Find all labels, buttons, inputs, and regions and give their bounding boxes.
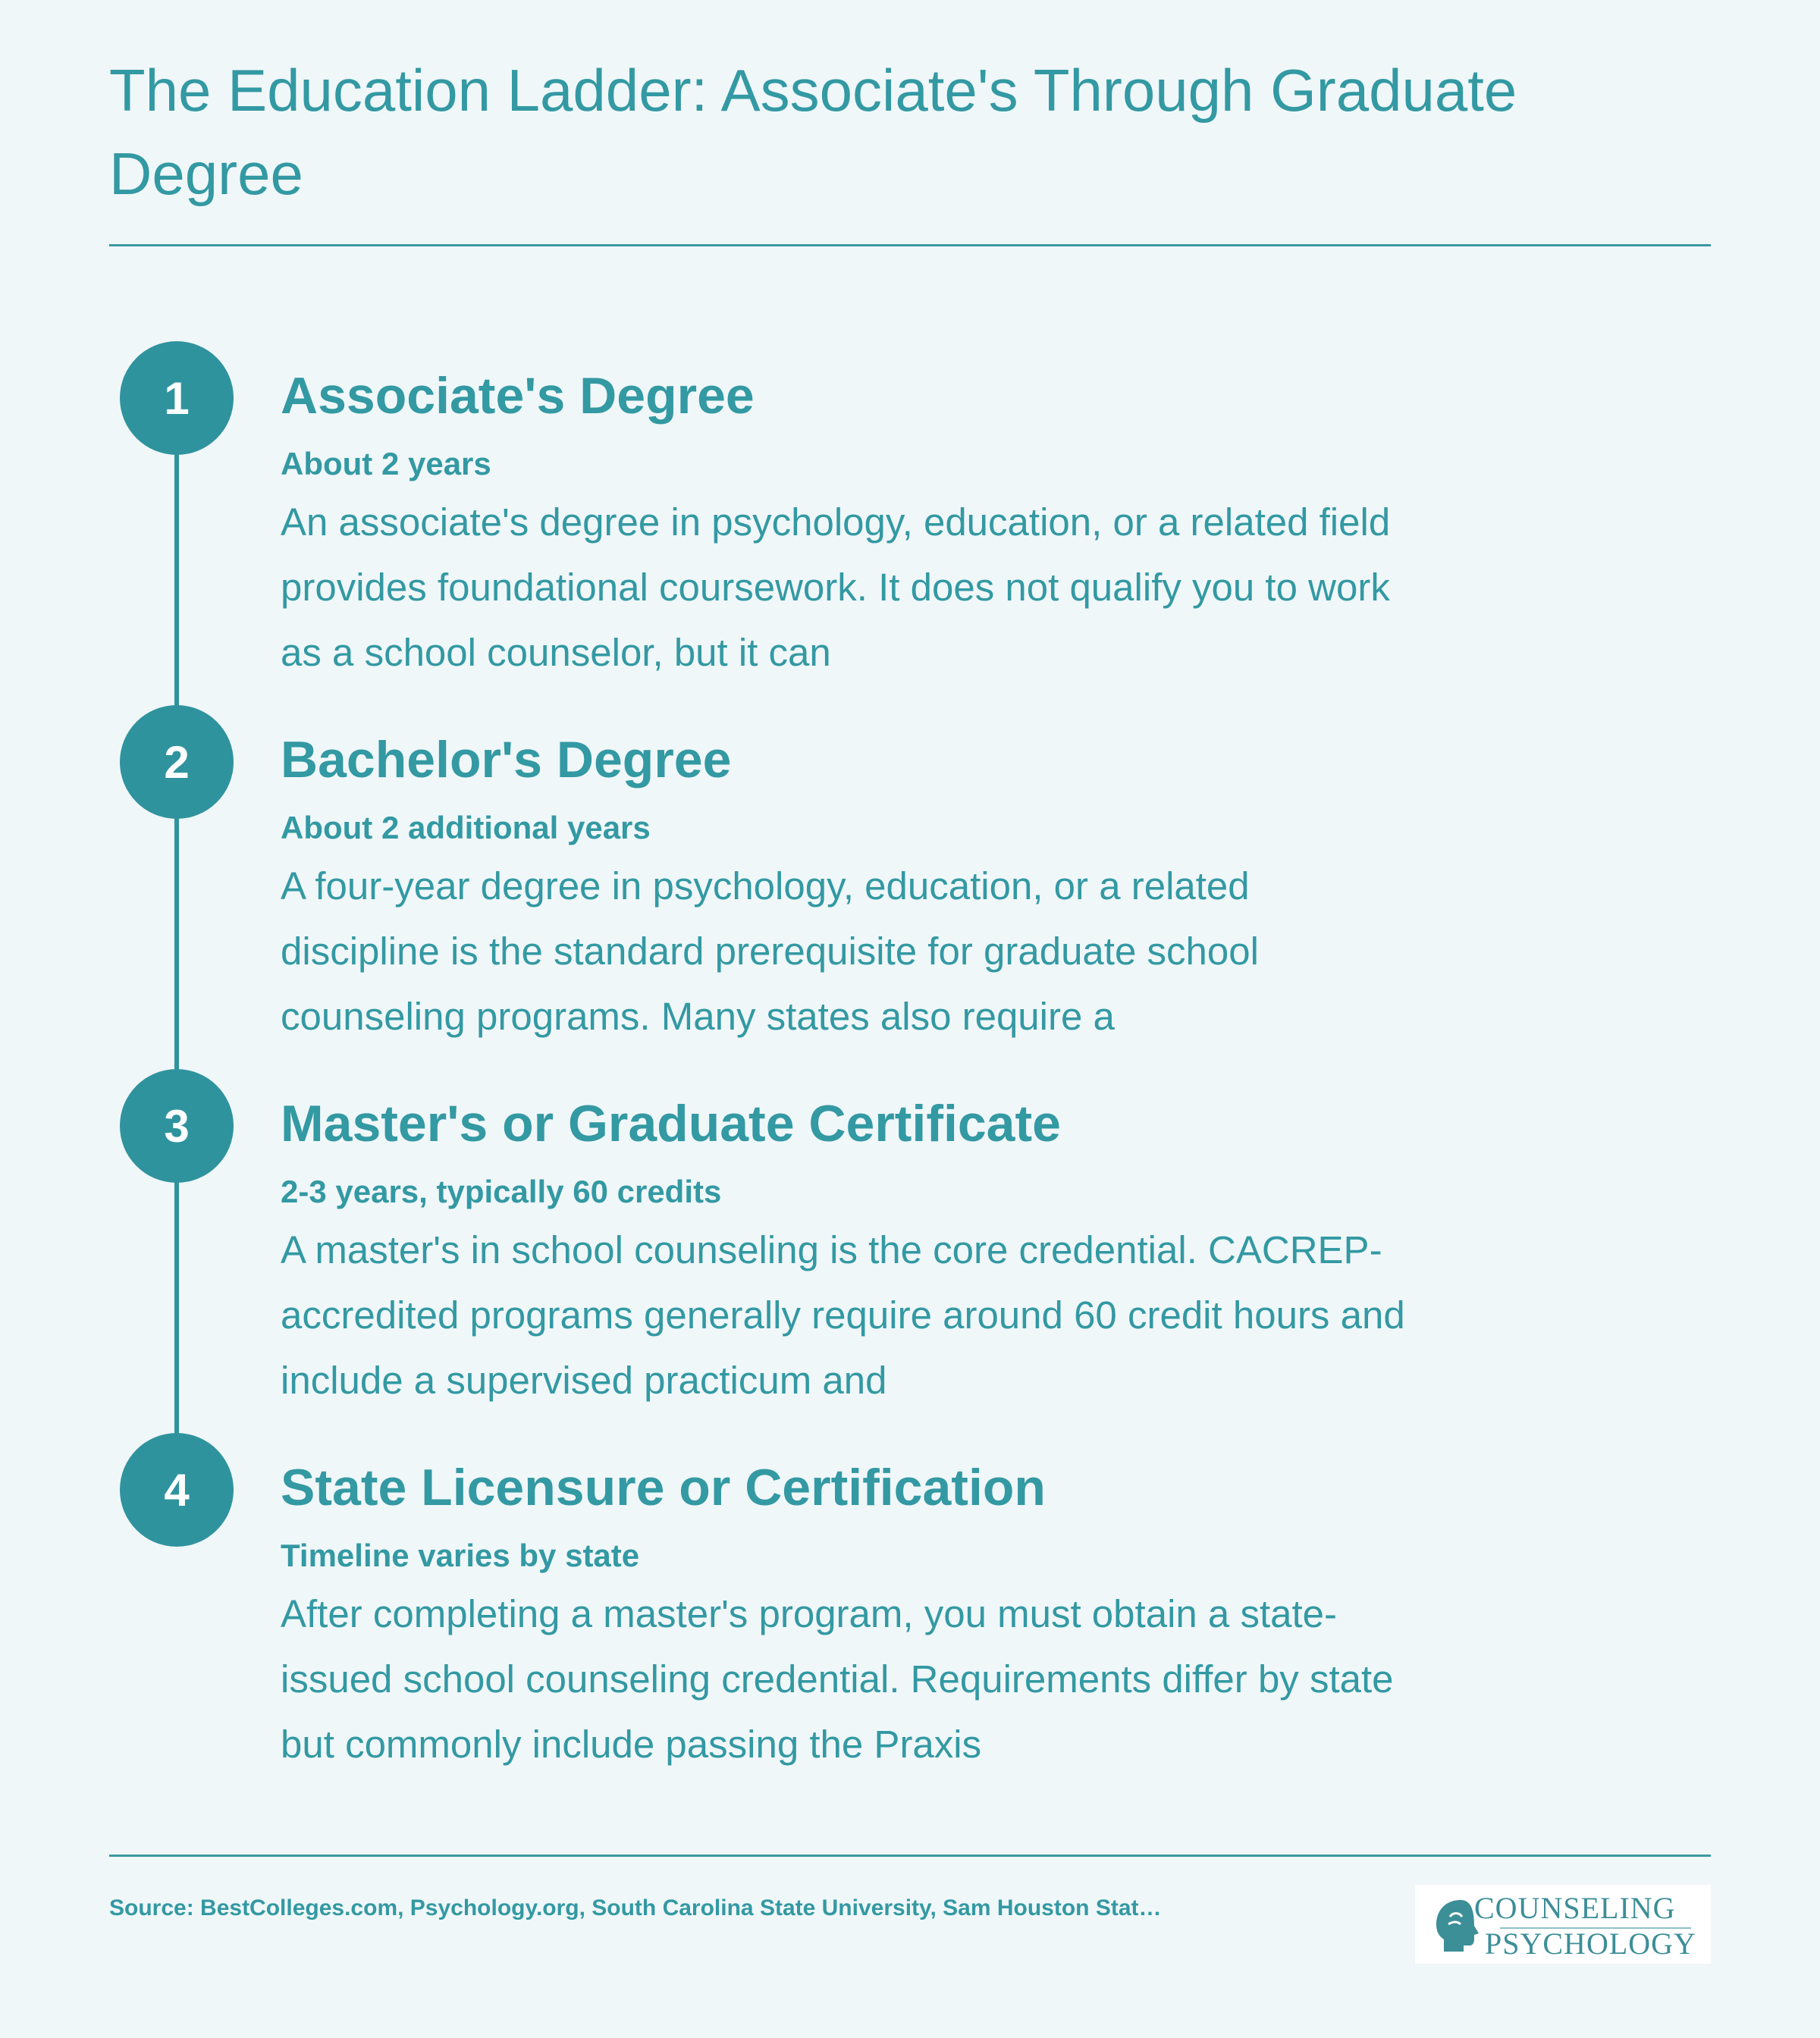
counseling-psychology-logo [1415,1885,1711,1964]
step-heading: Master's or Graduate Certificate [281,1095,1061,1152]
logo-text-counseling: COUNSELING [1474,1891,1676,1925]
step-duration: About 2 years [281,446,491,481]
step-duration: Timeline varies by state [281,1538,640,1573]
step-description: After completing a master's program, you must obtain a state-issued school counseling credential. Requirements differ by state but commonly include passing the Praxis [281,1592,1394,1766]
step-number-badge: 4 [120,1433,234,1547]
step-state-licensure-or-certification [0,1433,1820,1797]
step-heading: Associate's Degree [281,367,755,425]
step-number-badge: 2 [120,705,234,819]
step-number-badge: 1 [120,341,234,455]
step-bachelors-degree [0,705,1820,1069]
step-description: An associate's degree in psychology, education, or a related field provides foundational coursework. It does not qualify you to work as a school counselor, but it can [281,500,1391,674]
step-masters-or-graduate-certificate [0,1069,1820,1433]
step-heading: State Licensure or Certification [281,1459,1046,1516]
step-heading: Bachelor's Degree [281,731,732,789]
step-associates-degree [0,341,1820,705]
step-duration: About 2 additional years [281,810,651,845]
source-citation: Source: BestColleges.com, Psychology.org, South Carolina State University, Sam Houston Stat… [109,1895,1162,1920]
footer-divider [109,1855,1711,1857]
header-divider [109,244,1711,246]
step-duration: 2-3 years, typically 60 credits [281,1174,722,1209]
logo-text-psychology: PSYCHOLOGY [1485,1927,1696,1961]
step-number-badge: 3 [120,1069,234,1183]
page-title: The Education Ladder: Associate's Through Graduate Degree [109,57,1517,207]
step-description: A four-year degree in psychology, education, or a related discipline is the standard prerequisite for graduate school counseling programs. Many states also require a [281,864,1259,1038]
step-description: A master's in school counseling is the core credential. CACREP-accredited programs generally require around 60 credit hours and include a supervised practicum and [281,1228,1405,1402]
